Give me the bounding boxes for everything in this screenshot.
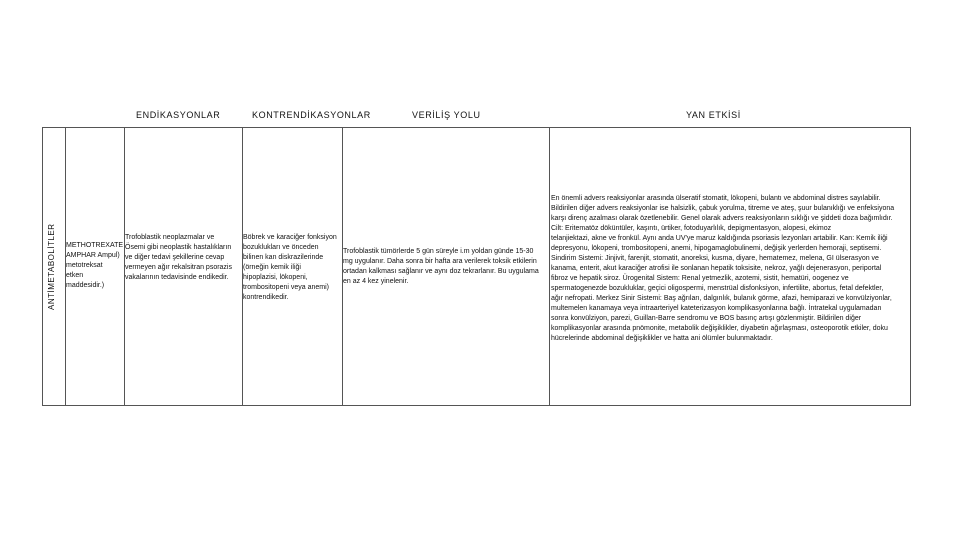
header-side-effects: YAN ETKİSİ [686, 110, 741, 120]
route-cell: Trofoblastik tümörlerde 5 gün süreyle i.m yoldan günde 15-30 mg uygulanır. Daha sonra bir hafta ara verilerek toksik etkilerin ortadan kalkması sağlanır ve aynı doz tekrarlanır. Bu uygulama en az 4 kez yinelenir. [343, 248, 539, 285]
side-effects-cell: En önemli advers reaksiyonlar arasında ülseratif stomatit, lökopeni, bulantı ve abdominal distres sayılabilir. Bildirilen diğer advers reaksiyonlar ise halsizlik, çabuk yorulma, titreme ve ateş, şuur bulanıklığı ve enfeksiyona karşı direnç azalması olarak özetlenebilir. Genel olarak advers reaksiyonların sıklığı ve şiddeti doza bağımlıdır. Cilt: Eritematöz döküntüler, kaşıntı, ürtiker, fotoduyarlılık, depigmentasyon, alopesi, ekimoz telanjiektazi, akne ve fronkül. Aynı anda UV'ye maruz kaldığında psoriasis lezyonları artabilir. Kan: Kemik iliği depresyonu, lökopeni, trombositopeni, anemi, hipogamaglobulinemi, değişik yerlerden hemoraji, septisemi. Sindirim Sistemi: Jinjivit, farenjit, stomatit, anoreksi, kusma, diyare, hematemez, melena, GI ülserasyon ve kanama, enterit, akut karaciğer atrofisi ile sonlanan hepatik toksisite, nekroz, yağlı dejenerasyon, periportal fibroz ve hepatik siroz. Ürogenital Sistem: Renal yetmezlik, azotemi, sistit, hematüri, oogenez ve spermatogenezde bozukluklar, geçici oligospermi, menstrüal disfonksiyon, infertilite, abortus, fetal defektler, ağır nefropati. Merkez Sinir Sistemi: Baş ağrıları, dalgınlık, bulanık görme, afazi, hemiparazi ve konvülziyonlar, multemelen kanamaya veya intraarteriyel kateterizasyon komplikasyonlarına bağlı. İntratekal uygulamadan sonra konvülziyon, parezi, Guillan-Barre sendromu ve BOS basınç artışı gözlenmiştir. Bildirilen diğer komplikasyonlar arasında pnömonite, metabolik değişiklikler, diyabetin ağırlaşması, osteoporotik etkiler, doku hücrelerinde abdominal değişiklikler ve hatta ani ölümler bulunmaktadır. [551, 195, 895, 342]
header-indications: ENDİKASYONLAR [136, 110, 221, 120]
column-divider [549, 127, 550, 406]
header-route: VERİLİŞ YOLU [412, 110, 481, 120]
contraindications-cell: Böbrek ve karaciğer fonksiyon bozuklukları ve önceden bilinen kan diskrazilerinde (örneğin kemik iliği hipoplazisi, lökopeni, trombositopeni veya anemi) kontrendikedir. [243, 234, 337, 301]
indications-cell: Trofoblastik neoplazmalar ve Ösemi gibi neoplastik hastalıkların ve diğer tedavi şekillerine cevap vermeyen ağır rekalsitran psorazis vakalarının tedavisinde endikedir. [125, 234, 232, 281]
category-label: ANTİMETABOLİTLER [47, 223, 56, 310]
header-contraindications: KONTRENDİKASYONLAR [252, 110, 371, 120]
drug-name-cell: METHOTREXATE AMPHAR Ampul) metotreksat etken maddesidir.) [66, 242, 124, 289]
